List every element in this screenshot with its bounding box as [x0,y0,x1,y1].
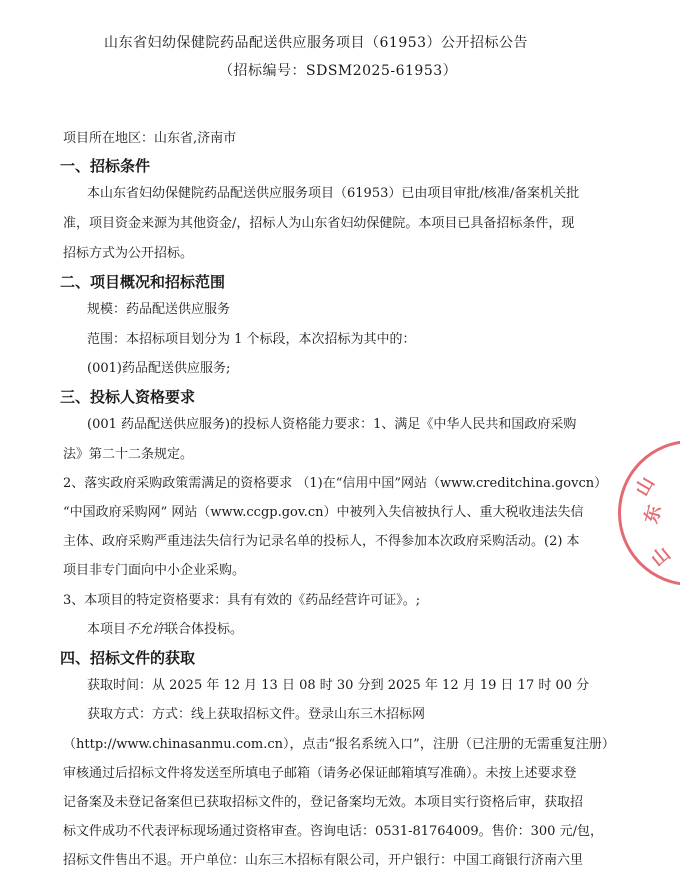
section-3-line: 法》第二十二条规定。 [63,447,194,462]
section-3-heading: 三、投标人资格要求 [60,388,196,406]
section-4-line: 记备案及未登记备案但已获取招标文件的，登记备案均无效。本项目实行资格后审，获取招 [63,795,584,810]
consortium-line [87,621,243,639]
section-4-heading: 四、招标文件的获取 [60,649,196,667]
official-seal-stamp: 山 东 山 [618,440,680,586]
section-1-line: 本山东省妇幼保健院药品配送供应服务项目（61953）已由项目审批/核准/备案机关批 [87,186,580,201]
section-4-line: 获取方式：方式：线上获取招标文件。登录山东三木招标网 [87,707,426,722]
section-4-line: 获取时间：从 2025 年 12 月 13 日 08 时 30 分到 2025 年 12 月 19 日 17 时 00 分 [87,678,590,693]
section-1-heading: 一、招标条件 [60,157,151,175]
section-3-line: 主体、政府采购严重违法失信行为记录名单的投标人，不得参加本次政府采购活动。(2) 本 [63,534,580,549]
section-2-heading: 二、项目概况和招标范围 [60,273,226,291]
document-title: 山东省妇幼保健院药品配送供应服务项目（61953）公开招标公告 [104,35,529,51]
section-4-line: （http://www.chinasanmu.com.cn），点击“报名系统入口”，注册（已注册的无需重复注册） [63,737,615,752]
section-3-line: 项目非专门面向中小企业采购。 [63,563,246,578]
section-4-line: 招标文件售出不退。开户单位：山东三木招标有限公司，开户银行：中国工商银行济南六里 [63,853,584,868]
consortium-emphasis: 不允许 [126,622,166,637]
section-1-line: 准，项目资金来源为其他资金/，招标人为山东省妇幼保健院。本项目已具备招标条件，现 [63,216,575,231]
section-3-line: 3、本项目的特定资格要求：具有有效的《药品经营许可证》。; [63,593,421,608]
section-4-line: 审核通过后招标文件将发送至所填电子邮箱（请务必保证邮箱填写准确）。未按上述要求登 [63,766,577,781]
section-4-line: 标文件成功不代表评标现场通过资格审查。咨询电话：0531-81764009。售价：300 元/包， [63,824,603,839]
section-3-line: (001 药品配送供应服务)的投标人资格能力要求：1、满足《中华人民共和国政府采购 [87,417,577,432]
section-3-line: “中国政府采购网” 网站（www.ccgp.gov.cn）中被列入失信被执行人、重大税收违法失信 [63,505,584,520]
section-2-line: 规模：药品配送供应服务 [87,302,231,317]
section-1-line: 招标方式为公开招标。 [63,246,194,261]
section-3-line: 2、落实政府采购政策需满足的资格要求 （1)在“信用中国”网站（www.creditchina.govcn） [63,476,608,491]
section-2-line: (001)药品配送供应服务; [87,361,231,376]
tender-number: （招标编号：SDSM2025-61953） [219,63,458,79]
consortium-text: 联合体投标。 [165,622,244,637]
consortium-text: 本项目 [87,622,127,637]
project-region: 项目所在地区：山东省,济南市 [63,131,237,146]
section-2-line: 范围：本招标项目划分为 1 个标段，本次招标为其中的： [87,332,416,347]
